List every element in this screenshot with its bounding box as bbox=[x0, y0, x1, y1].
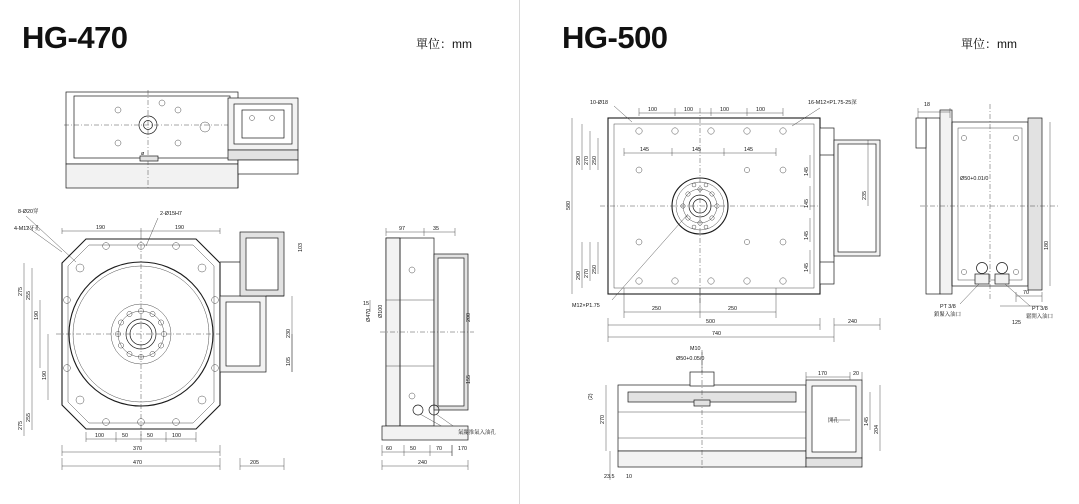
svg-text:240: 240 bbox=[418, 460, 427, 466]
svg-text:170: 170 bbox=[818, 371, 827, 377]
svg-text:(2): (2) bbox=[588, 393, 594, 400]
svg-text:35: 35 bbox=[433, 226, 439, 232]
svg-text:190: 190 bbox=[96, 225, 105, 231]
svg-text:290: 290 bbox=[576, 156, 582, 165]
label-bore-tol-side: Ø50+0.01/0 bbox=[960, 176, 989, 182]
svg-text:190: 190 bbox=[42, 371, 48, 380]
hg500-front-view bbox=[588, 346, 880, 480]
unit-label-left: 單位：mm bbox=[416, 37, 472, 51]
svg-text:250: 250 bbox=[652, 306, 661, 312]
label-port-right-2: 鬆開入油口 bbox=[1026, 314, 1053, 320]
svg-text:275: 275 bbox=[18, 287, 24, 296]
svg-text:270: 270 bbox=[584, 269, 590, 278]
svg-text:Ø470: Ø470 bbox=[366, 308, 372, 322]
drawing-hg470 bbox=[0, 0, 519, 504]
label-tap-m12: M12×P1.75 bbox=[572, 303, 600, 309]
svg-text:235: 235 bbox=[862, 191, 868, 200]
svg-text:240: 240 bbox=[848, 319, 857, 325]
hg470-front-view bbox=[64, 90, 298, 190]
svg-text:97: 97 bbox=[399, 226, 405, 232]
svg-text:250: 250 bbox=[592, 265, 598, 274]
svg-text:290: 290 bbox=[576, 271, 582, 280]
svg-text:70: 70 bbox=[436, 446, 442, 452]
svg-text:60: 60 bbox=[386, 446, 392, 452]
svg-text:100: 100 bbox=[720, 107, 729, 113]
label-bore-tol-top: Ø50+0.05/0 bbox=[676, 356, 705, 362]
svg-text:Ø100: Ø100 bbox=[378, 304, 384, 318]
svg-text:190: 190 bbox=[175, 225, 184, 231]
panel-hg500 bbox=[520, 0, 1079, 504]
svg-text:145: 145 bbox=[804, 263, 810, 272]
hg470-plan-view bbox=[26, 216, 284, 436]
svg-text:205: 205 bbox=[250, 460, 259, 466]
svg-text:580: 580 bbox=[566, 201, 572, 210]
svg-text:255: 255 bbox=[26, 413, 32, 422]
svg-text:70: 70 bbox=[1023, 290, 1029, 296]
label-port-right-1: PT 3/8 bbox=[1032, 306, 1048, 312]
label-hole-note: 開孔 bbox=[828, 418, 839, 424]
svg-text:145: 145 bbox=[864, 417, 870, 426]
hg500-plan-view bbox=[600, 106, 880, 304]
svg-text:370: 370 bbox=[133, 446, 142, 452]
svg-text:145: 145 bbox=[804, 167, 810, 176]
svg-text:100: 100 bbox=[648, 107, 657, 113]
svg-text:270: 270 bbox=[600, 415, 606, 424]
svg-text:740: 740 bbox=[712, 331, 721, 337]
svg-text:230: 230 bbox=[286, 329, 292, 338]
svg-text:100: 100 bbox=[684, 107, 693, 113]
svg-text:470: 470 bbox=[133, 460, 142, 466]
svg-text:125: 125 bbox=[1012, 320, 1021, 326]
label-bore-thru: 8-Ø20穿 bbox=[18, 209, 39, 215]
label-bore-thru-right: 10-Ø18 bbox=[590, 100, 608, 106]
svg-text:500: 500 bbox=[706, 319, 715, 325]
svg-text:50: 50 bbox=[147, 433, 153, 439]
svg-text:103: 103 bbox=[298, 243, 304, 252]
svg-text:100: 100 bbox=[172, 433, 181, 439]
label-port-left-2: 鎖緊入油口 bbox=[934, 312, 961, 318]
svg-text:270: 270 bbox=[584, 156, 590, 165]
label-tap-16: 16-M12×P1.75-25深 bbox=[808, 100, 857, 106]
svg-text:15: 15 bbox=[363, 301, 369, 307]
svg-text:170: 170 bbox=[458, 446, 467, 452]
svg-text:155: 155 bbox=[466, 375, 472, 384]
label-dowel: 2-Ø15H7 bbox=[160, 211, 182, 217]
svg-text:50: 50 bbox=[122, 433, 128, 439]
svg-text:23.5: 23.5 bbox=[604, 474, 615, 480]
svg-text:100: 100 bbox=[95, 433, 104, 439]
svg-text:105: 105 bbox=[286, 357, 292, 366]
svg-text:ø: ø bbox=[141, 151, 145, 157]
svg-text:204: 204 bbox=[874, 425, 880, 434]
label-port-left-1: PT 3/8 bbox=[940, 304, 956, 310]
svg-text:180: 180 bbox=[1044, 241, 1050, 250]
svg-text:250: 250 bbox=[728, 306, 737, 312]
svg-text:145: 145 bbox=[804, 231, 810, 240]
svg-text:250: 250 bbox=[592, 156, 598, 165]
svg-text:255: 255 bbox=[26, 291, 32, 300]
svg-text:145: 145 bbox=[804, 199, 810, 208]
svg-text:145: 145 bbox=[640, 147, 649, 153]
panel-hg470 bbox=[0, 0, 519, 504]
page-title-right: HG-500 bbox=[562, 20, 668, 55]
svg-text:190: 190 bbox=[34, 311, 40, 320]
svg-text:275: 275 bbox=[18, 421, 24, 430]
svg-text:200: 200 bbox=[466, 313, 472, 322]
svg-text:50: 50 bbox=[410, 446, 416, 452]
hg500-side-view bbox=[916, 102, 1060, 326]
drawing-hg500 bbox=[520, 0, 1079, 504]
label-air-in-left: 氣閥推氣入油孔 bbox=[458, 430, 496, 436]
svg-text:145: 145 bbox=[692, 147, 701, 153]
label-tap-holes: 4-M12牙孔 bbox=[14, 226, 41, 232]
svg-text:20: 20 bbox=[853, 371, 859, 377]
page-title-left: HG-470 bbox=[22, 20, 128, 55]
svg-text:10: 10 bbox=[626, 474, 632, 480]
svg-text:145: 145 bbox=[744, 147, 753, 153]
svg-text:100: 100 bbox=[756, 107, 765, 113]
label-tap-m10: M10 bbox=[690, 346, 701, 352]
unit-label-right: 單位：mm bbox=[961, 37, 1017, 51]
svg-text:18: 18 bbox=[924, 102, 930, 108]
